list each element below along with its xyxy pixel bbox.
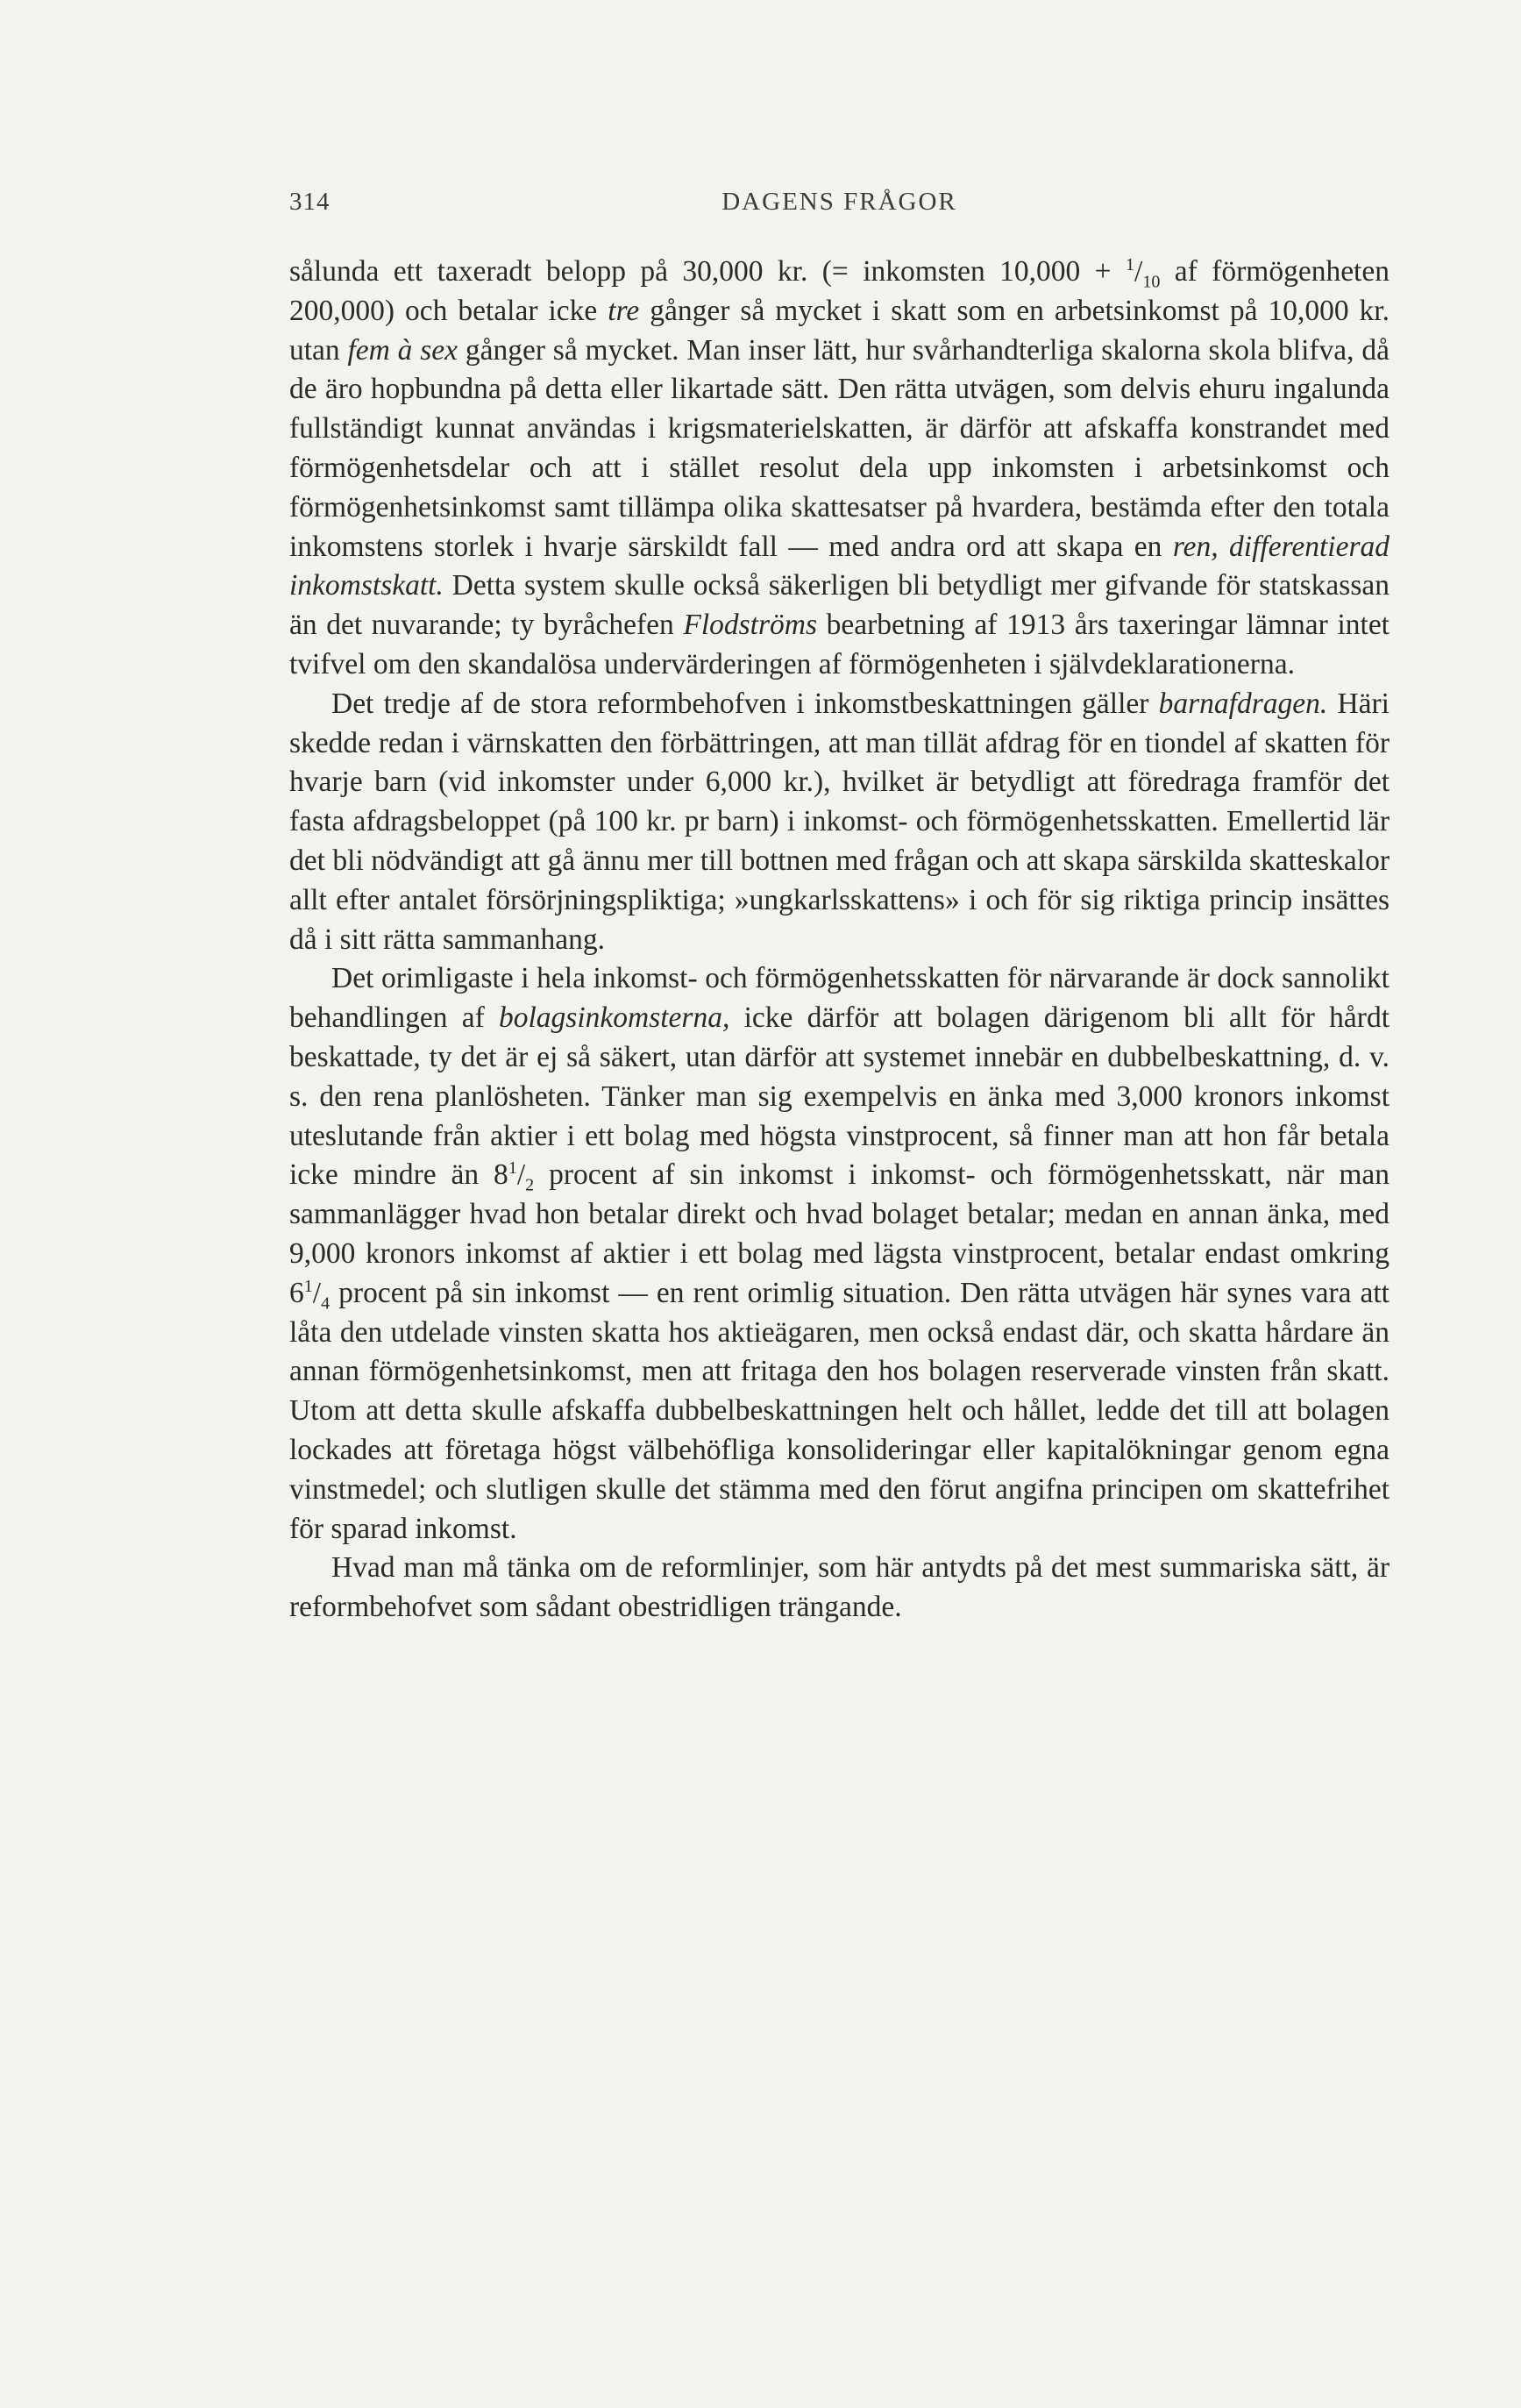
italic-text: barnafdragen. — [1158, 687, 1328, 720]
text-run: gånger så mycket. Man inser lätt, hur svårhandterliga skalorna skola blifva, då de äro hopbundna på detta eller likartade sätt. Den rätta utvägen, som delvis ehuru ingalunda fullständigt kunnat användas i krigsmaterielskatten, är därför att afskaffa konstrandet med förmögenhetsdelar och att i stället resolut dela upp inkomsten i arbetsinkomst och förmögenhetsinkomst samt tillämpa olika skattesatser på hvardera, bestämda efter den totala inkomstens storlek i hvarje särskildt fall — med andra ord att skapa en — [289, 333, 1390, 563]
paragraph — [289, 253, 1390, 685]
fraction: $^1/_2$ — [508, 1158, 535, 1196]
paragraph — [289, 1549, 1390, 1628]
text-run: Hvad man må tänka om de reformlinjer, som här antydts på det mest summariska sätt, är reformbehofvet som sådant obestridligen trängande. — [289, 1551, 1390, 1624]
italic-text: tre — [608, 294, 640, 327]
paragraph — [289, 959, 1390, 1549]
italic-text: bolagsinkomsterna, — [499, 1001, 730, 1035]
text-run: bearbetning af 1913 års taxeringar lämnar intet tvifvel om den skandalösa undervärderingen af förmögenheten i självdeklarationerna. — [289, 609, 1390, 680]
text-run: gånger så mycket i skatt som en arbetsinkomst på 10,000 kr. utan — [289, 294, 1390, 367]
text-run: procent på sin inkomst — en rent orimlig situation. Den rätta utvägen här synes vara att låta den utdelade vinsten skatta hos aktieägaren, men också endast där, och skatta hårdare än annan förmögenhetsinkomst, men att fritaga den hos bolagen reserverade vinsten från skatt. Utom att detta skulle afskaffa dubbelbeskattningen helt och hållet, ledde det till att bolagen lockades att företaga högst välbehöfliga konsolideringar eller kapitalökningar genom egna vinstmedel; och slutligen skulle det stämma med den förut angifna principen om skattefrihet för sparad inkomst. — [289, 1276, 1390, 1545]
paragraph — [289, 685, 1390, 960]
running-title: DAGENS FRÅGOR — [721, 188, 957, 216]
text-run: Det tredje af de stora reformbehofven i inkomstbeskattningen gäller — [331, 687, 1159, 720]
text-run: procent af sin inkomst i inkomst- och förmögenhetsskatt, när man sammanlägger hvad hon betalar direkt och hvad bolaget betalar; medan en annan änka, med 9,000 kronors inkomst af aktier i ett bolag med lägsta vinstprocent, betalar endast omkring 6 — [289, 1158, 1390, 1309]
running-head — [289, 188, 1390, 223]
text-run: af förmögenheten 200,000) och betalar icke — [289, 255, 1390, 327]
text-run: sålunda ett taxeradt belopp på 30,000 kr. (= inkomsten 10,000 + — [289, 255, 1126, 288]
fraction: $^1/_4$ — [303, 1276, 330, 1314]
italic-text: fem à sex — [347, 333, 458, 367]
text-run: icke därför att bolagen därigenom bli allt för hårdt beskattade, ty det är ej så säkert, utan därför att systemet innebär en dubbelbeskattning, d. v. s. den rena planlösheten. Tänker man sig exempelvis en änka med 3,000 kronors inkomst uteslutande från aktier i ett bolag med högsta vinstprocent, så finner man att hon får betala icke mindre än 8 — [289, 1001, 1390, 1192]
italic-text: Flodströms — [683, 609, 818, 642]
italic-text: ren, differentierad inkomstskatt. — [289, 530, 1390, 602]
text-run: Detta system skulle också säkerligen bli betydligt mer gifvande för statskassan än det nuvarande; ty byråchefen — [289, 569, 1390, 642]
body-text — [289, 253, 1390, 1628]
text-run: Häri skedde redan i värnskatten den förbättringen, att man tillät afdrag för en tiondel af skatten för hvarje barn (vid inkomster under 6,000 kr.), hvilket är betydligt att föredraga framför det fasta afdragsbeloppet (på 100 kr. pr barn) i inkomst- och förmögenhetsskatten. Emellertid lär det bli nödvändigt att gå ännu mer till bottnen med frågan och att skapa särskilda skatteskalor allt efter antalet försörjningspliktiga; »ungkarlsskattens» i och för sig riktiga princip insättes då i sitt rätta sammanhang. — [289, 687, 1390, 956]
page-number: 314 — [289, 188, 330, 216]
text-run: Det orimligaste i hela inkomst- och förmögenhetsskatten för närvarande är dock sannolikt behandlingen af — [289, 962, 1390, 1035]
fraction: $^1/_{10}$ — [1125, 254, 1161, 292]
